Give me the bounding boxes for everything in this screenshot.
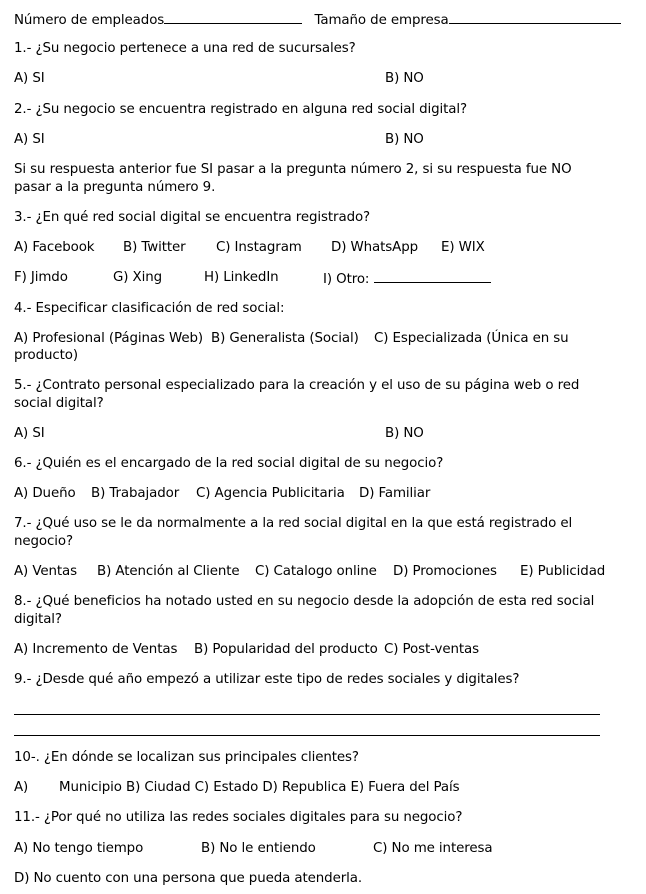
- q4-option-a[interactable]: A) Profesional (Páginas Web): [14, 331, 204, 346]
- q6-option-b[interactable]: B) Trabajador: [91, 486, 180, 501]
- q7-option-a[interactable]: A) Ventas: [14, 564, 78, 579]
- q6-option-d[interactable]: D) Familiar: [359, 486, 431, 501]
- q4-option-c[interactable]: C) Especializada (Única en su: [374, 331, 569, 346]
- q7-option-d[interactable]: D) Promociones: [393, 564, 497, 579]
- question-2: 2.- ¿Su negocio se encuentra registrado en alguna red social digital?: [14, 102, 468, 117]
- q8-option-b[interactable]: B) Popularidad del producto: [194, 642, 378, 657]
- q3-option-a[interactable]: A) Facebook: [14, 240, 95, 255]
- employees-blank[interactable]: [164, 10, 302, 24]
- q6-option-a[interactable]: A) Dueño: [14, 486, 76, 501]
- q5-option-b[interactable]: B) NO: [385, 426, 424, 441]
- q7-option-b[interactable]: B) Atención al Cliente: [97, 564, 240, 579]
- q6-option-c[interactable]: C) Agencia Publicitaria: [196, 486, 345, 501]
- q9-answer-line-2[interactable]: [14, 735, 600, 736]
- size-label: Tamaño de empresa: [314, 13, 449, 28]
- question-1: 1.- ¿Su negocio pertenece a una red de sucursales?: [14, 41, 356, 56]
- q8-option-c[interactable]: C) Post-ventas: [384, 642, 480, 657]
- question-5: 5.- ¿Contrato personal especializado para la creación y el uso de su página web o red social digital?: [14, 378, 580, 411]
- header-line: [14, 10, 621, 30]
- q1-option-b[interactable]: B) NO: [385, 71, 424, 86]
- question-6: 6.- ¿Quién es el encargado de la red social digital de su negocio?: [14, 456, 444, 471]
- question-11: 11.- ¿Por qué no utiliza las redes sociales digitales para su negocio?: [14, 810, 463, 825]
- q9-answer-line-1[interactable]: [14, 714, 600, 715]
- question-7: 7.- ¿Qué uso se le da normalmente a la red social digital en la que está registrado el negocio?: [14, 516, 573, 549]
- q11-option-d[interactable]: D) No cuento con una persona que pueda atenderla.: [14, 871, 363, 886]
- q10-option-a-marker[interactable]: A): [14, 780, 29, 795]
- q3-option-i[interactable]: [323, 269, 491, 289]
- q3-option-e[interactable]: E) WIX: [441, 240, 485, 255]
- q3-option-g[interactable]: G) Xing: [113, 270, 163, 285]
- q2-option-b[interactable]: B) NO: [385, 132, 424, 147]
- q3-option-i-label: I) Otro:: [323, 272, 370, 287]
- q10-options[interactable]: Municipio B) Ciudad C) Estado D) Republica E) Fuera del País: [59, 780, 460, 795]
- q11-option-b[interactable]: B) No le entiendo: [201, 841, 316, 856]
- q1-option-a[interactable]: A) SI: [14, 71, 45, 86]
- q11-option-a[interactable]: A) No tengo tiempo: [14, 841, 144, 856]
- question-10: 10-. ¿En dónde se localizan sus principales clientes?: [14, 750, 359, 765]
- employees-label: Número de empleados: [14, 13, 165, 28]
- q3-option-f[interactable]: F) Jimdo: [14, 270, 68, 285]
- question-8: 8.- ¿Qué beneficios ha notado usted en su negocio desde la adopción de esta red social digital?: [14, 594, 595, 627]
- size-blank[interactable]: [449, 10, 621, 24]
- q4-option-c-continued: producto): [14, 348, 79, 363]
- q7-option-e[interactable]: E) Publicidad: [520, 564, 606, 579]
- q3-option-d[interactable]: D) WhatsApp: [331, 240, 419, 255]
- q3-other-blank[interactable]: [374, 269, 491, 283]
- q8-option-a[interactable]: A) Incremento de Ventas: [14, 642, 178, 657]
- q3-option-b[interactable]: B) Twitter: [123, 240, 186, 255]
- q3-option-c[interactable]: C) Instagram: [216, 240, 302, 255]
- q4-option-b[interactable]: B) Generalista (Social): [211, 331, 359, 346]
- q2-option-a[interactable]: A) SI: [14, 132, 45, 147]
- question-9: 9.- ¿Desde qué año empezó a utilizar este tipo de redes sociales y digitales?: [14, 672, 520, 687]
- instruction-note: Si su respuesta anterior fue SI pasar a la pregunta número 2, si su respuesta fue NO pasar a la pregunta número 9.: [14, 162, 572, 195]
- q3-option-h[interactable]: H) LinkedIn: [204, 270, 279, 285]
- question-3: 3.- ¿En qué red social digital se encuentra registrado?: [14, 210, 371, 225]
- question-4: 4.- Especificar clasificación de red social:: [14, 301, 285, 316]
- q5-option-a[interactable]: A) SI: [14, 426, 45, 441]
- q11-option-c[interactable]: C) No me interesa: [373, 841, 493, 856]
- q7-option-c[interactable]: C) Catalogo online: [255, 564, 377, 579]
